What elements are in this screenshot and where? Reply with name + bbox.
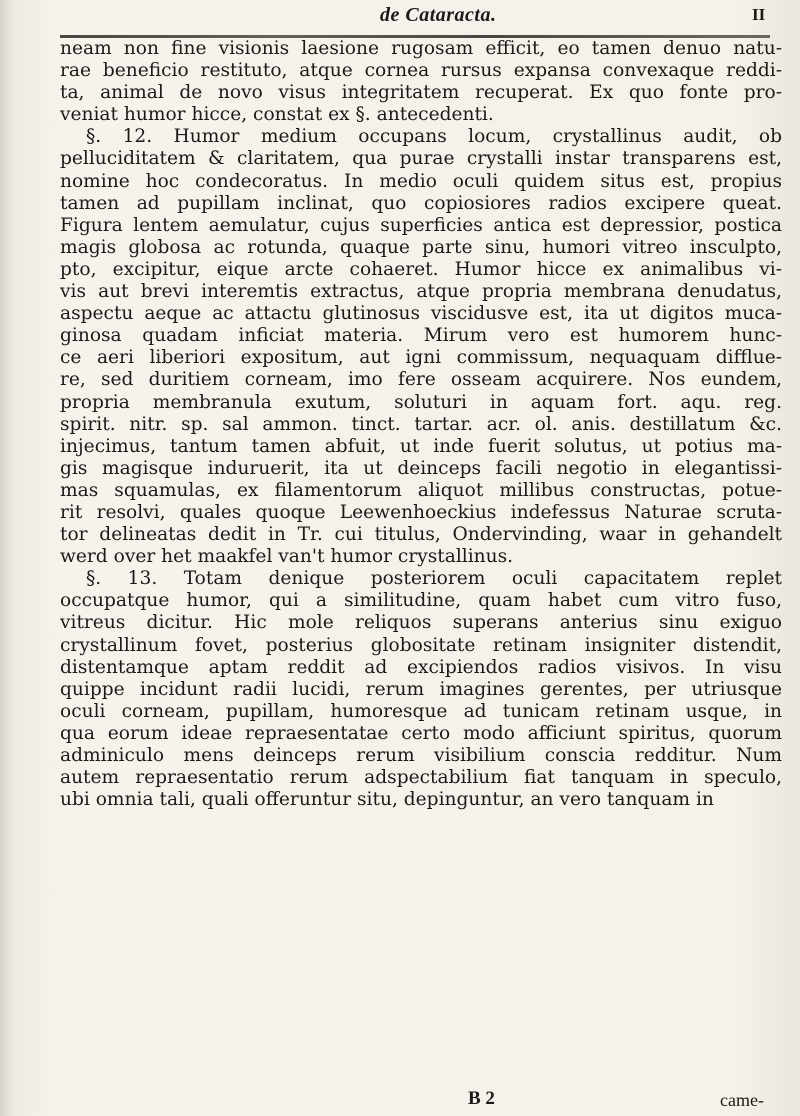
page-gutter-shadow [0,0,14,1116]
running-title: de Cataracta. [380,4,497,26]
text-line: spirit. nitr. sp. sal ammon. tinct. tartar. acr. ol. anis. destillatum &c. [60,413,782,435]
body-text [60,38,782,811]
text-line: ginosa quadam inficiat materia. Mirum vero est humorem hunc- [60,325,782,347]
text-line: injecimus, tantum tamen abfuit, ut inde fuerit solutus, ut potius ma- [60,435,782,457]
text-line: §. 13. Totam denique posteriorem oculi capacitatem replet [86,568,782,590]
text-line: vis aut brevi interemtis extractus, atque propria membrana denudatus, [60,281,782,303]
running-head [0,4,800,32]
text-line: aspectu aeque ac attactu glutinosus viscidusve est, ita ut digitos muca- [60,303,782,325]
text-line: rit resolvi, quales quoque Leewenhoeckius indefessus Naturae scruta- [60,501,782,523]
text-line: §. 12. Humor medium occupans locum, crystallinus audit, ob [86,126,782,148]
text-line: Figura lentem aemulatur, cujus superficies antica est depressior, postica [60,214,782,236]
page-footer [0,1088,800,1114]
text-line: nomine hoc condecoratus. In medio oculi quidem situs est, propius [60,170,782,192]
text-line: tamen ad pupillam inclinat, quo copiosiores radios excipere queat. [60,192,782,214]
text-line: occupatque humor, qui a similitudine, quam habet cum vitro fuso, [60,590,782,612]
text-line: veniat humor hicce, constat ex §. antecedenti. [60,104,494,126]
text-line: ce aeri liberiori expositum, aut igni commissum, nequaquam difflue- [60,347,782,369]
text-line: quippe incidunt radii lucidi, rerum imagines gerentes, per utriusque [60,678,782,700]
text-line: adminiculo mens deinceps rerum visibilium conscia redditur. Num [60,745,782,766]
text-line: re, sed duritiem corneam, imo fere osseam acquirere. Nos eundem, [60,369,782,391]
text-line: rae beneficio restituto, atque cornea rursus expansa convexaque reddi- [60,60,782,82]
text-line: pelluciditatem & claritatem, qua purae crystalli instar transparens est, [60,148,782,170]
text-line: neam non fine visionis laesione rugosam efficit, eo tamen denuo natu- [60,38,782,59]
text-line: tor delineatas dedit in Tr. cui titulus, Ondervinding, waar in gehandelt [60,524,782,546]
text-line: mas squamulas, ex filamentorum aliquot millibus constructas, potue- [60,479,782,501]
text-line: autem repraesentatio rerum adspectabilium fiat tanquam in speculo, [60,767,782,789]
signature-mark: B 2 [468,1088,495,1109]
text-line: qua eorum ideae repraesentatae certo modo afficiunt spiritus, quorum [60,722,782,744]
text-line: oculi corneam, pupillam, humoresque ad tunicam retinam usque, in [60,700,782,722]
text-line: ta, animal de novo visus integritatem recuperat. Ex quo fonte pro- [60,82,782,104]
catchword: came- [720,1090,764,1110]
text-line: vitreus dicitur. Hic mole reliquos superans anterius sinu exiguo [60,612,782,634]
text-line: ubi omnia tali, quali offeruntur situ, depinguntur, an vero tanquam in [60,789,714,811]
text-line: gis magisque induruerit, ita ut deinceps facili negotio in elegantissi- [60,457,782,479]
page-number: II [752,5,766,24]
text-line: werd over het maakfel van't humor crystallinus. [60,546,514,568]
text-line: crystallinum fovet, posterius globositate retinam insigniter distendit, [60,634,782,656]
text-line: propria membranula exutum, soluturi in aquam fort. aqu. reg. [60,391,782,413]
text-line: pto, excipitur, eique arcte cohaeret. Humor hicce ex animalibus vi- [60,258,782,280]
text-line: distentamque aptam reddit ad excipiendos radios visivos. In visu [60,656,782,678]
text-line: magis globosa ac rotunda, quaque parte sinu, humori vitreo insculpto, [60,236,782,258]
